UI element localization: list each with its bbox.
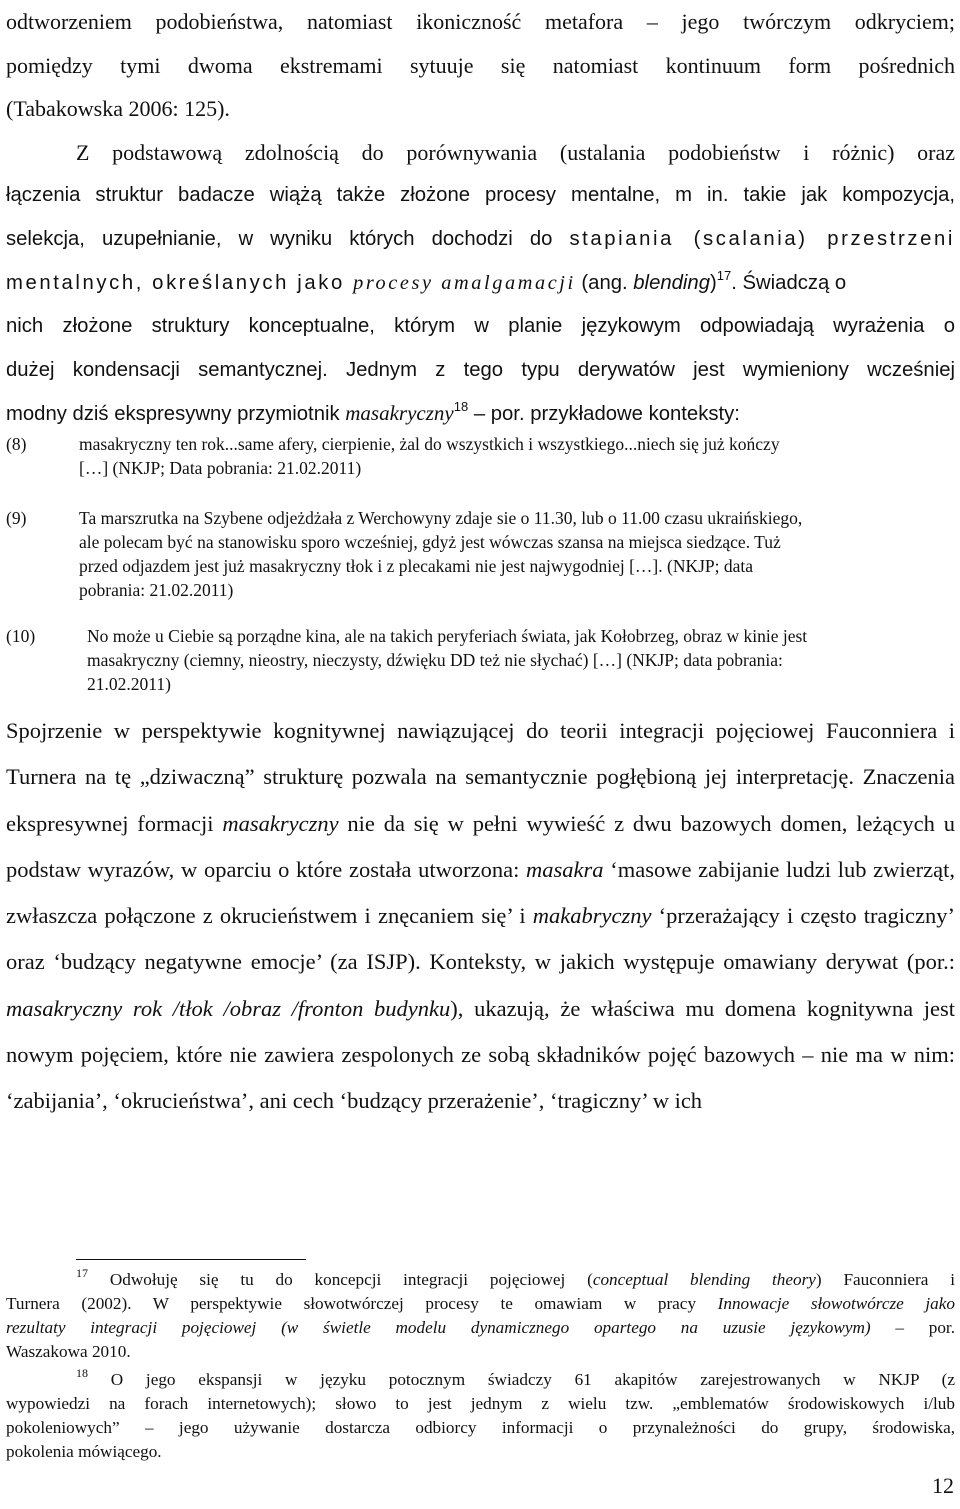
text-line: łączenia struktur badacze wiążą także złożone procesy mentalne, m in. takie jak kompozycja, bbox=[6, 184, 955, 207]
example-number: (8) bbox=[6, 434, 27, 454]
text-fragment: ) Fauconniera i bbox=[815, 1270, 956, 1289]
text-fragment: ), ukazują, że właściwa mu domena kognitywna jest nowym pojęciem, które nie zawiera zespolonych ze sobą składników pojęć bazowych – nie ma w nim: ‘zabijania’, ‘okrucieństwa’, ani cech ‘budzący przerażenie’, ‘tragiczny’ w ich bbox=[6, 995, 955, 1114]
text-fragment: O jego ekspansji w języku potocznym świadczy 61 akapitów zarejestrowanych w NKJP (z bbox=[88, 1370, 955, 1389]
text-fragment: – por. bbox=[870, 1318, 955, 1337]
example-line: No może u Ciebie są porządne kina, ale na takich peryferiach świata, jak Kołobrzeg, obraz w kinie jest bbox=[87, 626, 808, 646]
text-line: (Tabakowska 2006: 125). bbox=[6, 96, 230, 122]
term-italic-spaced: procesy amalgamacji bbox=[353, 271, 576, 294]
example-line: 21.02.2011) bbox=[87, 674, 171, 694]
emphasis-spaced: mentalnych, określanych jako bbox=[6, 271, 354, 294]
text-line: dużej kondensacji semantycznej. Jednym z tego typu derywatów jest wymieniony wcześniej bbox=[6, 358, 955, 381]
text-fragment: nie da się w pełni wywieść z dwu bazowych domen, leżących u podstaw wyrazów, w oparciu o które została utworzona: bbox=[6, 810, 955, 882]
emphasis-spaced: stapiania (scalania) przestrzeni bbox=[569, 227, 955, 250]
footnote-line: wypowiedzi na forach internetowych); słowo to jest jednym z wielu tzw. „emblematów środowiskowych i/lub bbox=[6, 1394, 955, 1413]
example-number: (10) bbox=[6, 626, 36, 646]
term-italic: blending bbox=[633, 271, 710, 294]
text-fragment: ) bbox=[709, 271, 717, 294]
example-line: masakryczny (ciemny, nieostry, nieczysty, dźwięku DD też nie słychać) […] (NKJP; data pobrania: bbox=[87, 650, 783, 670]
body-paragraph-main bbox=[6, 708, 955, 1125]
text-line: Z podstawową zdolnością do porównywania (ustalania podobieństw i różnic) oraz bbox=[76, 139, 955, 165]
example-line: masakryczny ten rok...same afery, cierpienie, żal do wszystkich i wszystkiego...niech się już kończy bbox=[79, 434, 780, 454]
text-fragment: . Świadczą o bbox=[731, 271, 847, 294]
term-italic: conceptual blending theory bbox=[592, 1270, 816, 1289]
example-line: przed odjazdem jest już masakryczny tłok i z plecakami nie jest najwygodniej […]. (NKJP; data bbox=[79, 556, 754, 576]
term-italic: masakryczny bbox=[345, 401, 454, 426]
footnote-line bbox=[6, 1292, 955, 1316]
footnote-line: pokoleniowych” – jego używanie dostarcza odbiorcy informacji o przynależności do grupy, środowiska, bbox=[6, 1418, 955, 1437]
text-line: odtworzeniem podobieństwa, natomiast ikoniczność metafora – jego twórczym odkryciem; bbox=[6, 9, 955, 34]
example-line: pobrania: 21.02.2011) bbox=[79, 580, 234, 600]
example-line: […] (NKJP; Data pobrania: 21.02.2011) bbox=[79, 458, 362, 478]
page-number: 12 bbox=[932, 1473, 954, 1498]
text-fragment: selekcja, uzupełnianie, w wyniku których dochodzi do bbox=[6, 227, 570, 250]
term-italic: makabryczny bbox=[532, 903, 652, 929]
text-line bbox=[6, 392, 955, 437]
text-fragment: (ang. bbox=[575, 271, 634, 294]
text-fragment: ‘masowe zabijanie ludzi lub zwierząt, zwłaszcza połączone z okrucieństwem i znęcaniem się’ i bbox=[6, 856, 955, 929]
footnote-number: 18 bbox=[76, 1366, 88, 1380]
footnote-line: pokolenia mówiącego. bbox=[6, 1442, 162, 1461]
text-fragment: – por. przykładowe konteksty: bbox=[468, 403, 740, 426]
text-fragment: Turnera (2002). W perspektywie słowotwórczej procesy te omawiam w pracy bbox=[6, 1294, 718, 1313]
text-fragment: Spojrzenie w perspektywie kognitywnej nawiązującej do teorii integracji pojęciowej Fauconniera i Turnera na tę „dziwaczną” strukturę pozwala na semantycznie pogłębioną jej interpretację. Znaczenia ekspresywnej formacji bbox=[6, 718, 955, 836]
footnote-ref-18[interactable]: 18 bbox=[453, 399, 469, 415]
footnote-ref-17[interactable]: 17 bbox=[716, 267, 732, 283]
footnote-18 bbox=[6, 1368, 955, 1464]
footnote-separator bbox=[76, 1259, 306, 1260]
example-text bbox=[79, 506, 956, 602]
text-fragment: ‘przerażający i często tragiczny’ oraz ‘budzący negatywne emocje’ (za ISJP). Konteksty, w jakich występuje omawiany derywat (por.: bbox=[6, 903, 955, 975]
footnote-line bbox=[6, 1316, 955, 1340]
example-text bbox=[79, 432, 956, 480]
term-italic: masakryczny bbox=[222, 810, 339, 836]
text-line bbox=[6, 262, 955, 306]
text-line: nich złożone struktury konceptualne, którym w planie językowym odpowiadają wyrażenia o bbox=[6, 315, 955, 338]
footnote-number: 17 bbox=[76, 1266, 88, 1280]
footnote-line bbox=[6, 1268, 955, 1292]
term-italic: rezultaty integracji pojęciowej (w świetle modelu dynamicznego opartego na uzusie językowym) bbox=[6, 1318, 871, 1337]
footnote-17 bbox=[6, 1268, 955, 1364]
example-text bbox=[87, 624, 956, 696]
text-line bbox=[6, 218, 955, 262]
term-italic: Innowacje słowotwórcze jako bbox=[717, 1294, 955, 1313]
footnote-line: Waszakowa 2010. bbox=[6, 1342, 131, 1361]
text-line: pomiędzy tymi dwoma ekstremami sytuuje się natomiast kontinuum form pośrednich bbox=[6, 52, 955, 78]
footnote-line bbox=[6, 1368, 955, 1392]
example-line: ale polecam być na stanowisku sporo wcześniej, gdyż jest wówczas szansa na miejsca siedzące. Tuż bbox=[79, 532, 781, 552]
term-italic: masakra bbox=[526, 856, 604, 882]
body-paragraph-top bbox=[6, 0, 955, 437]
example-number: (9) bbox=[6, 508, 27, 528]
text-fragment: modny dziś ekspresywny przymiotnik bbox=[6, 403, 346, 426]
term-italic: masakryczny rok /tłok /obraz /fronton budynku bbox=[6, 995, 451, 1021]
example-line: Ta marszrutka na Szybene odjeżdżała z Werchowyny zdaje sie o 11.30, lub o 11.00 czasu ukraińskiego, bbox=[79, 508, 803, 528]
text-fragment: Odwołuję się tu do koncepcji integracji pojęciowej ( bbox=[88, 1270, 593, 1289]
